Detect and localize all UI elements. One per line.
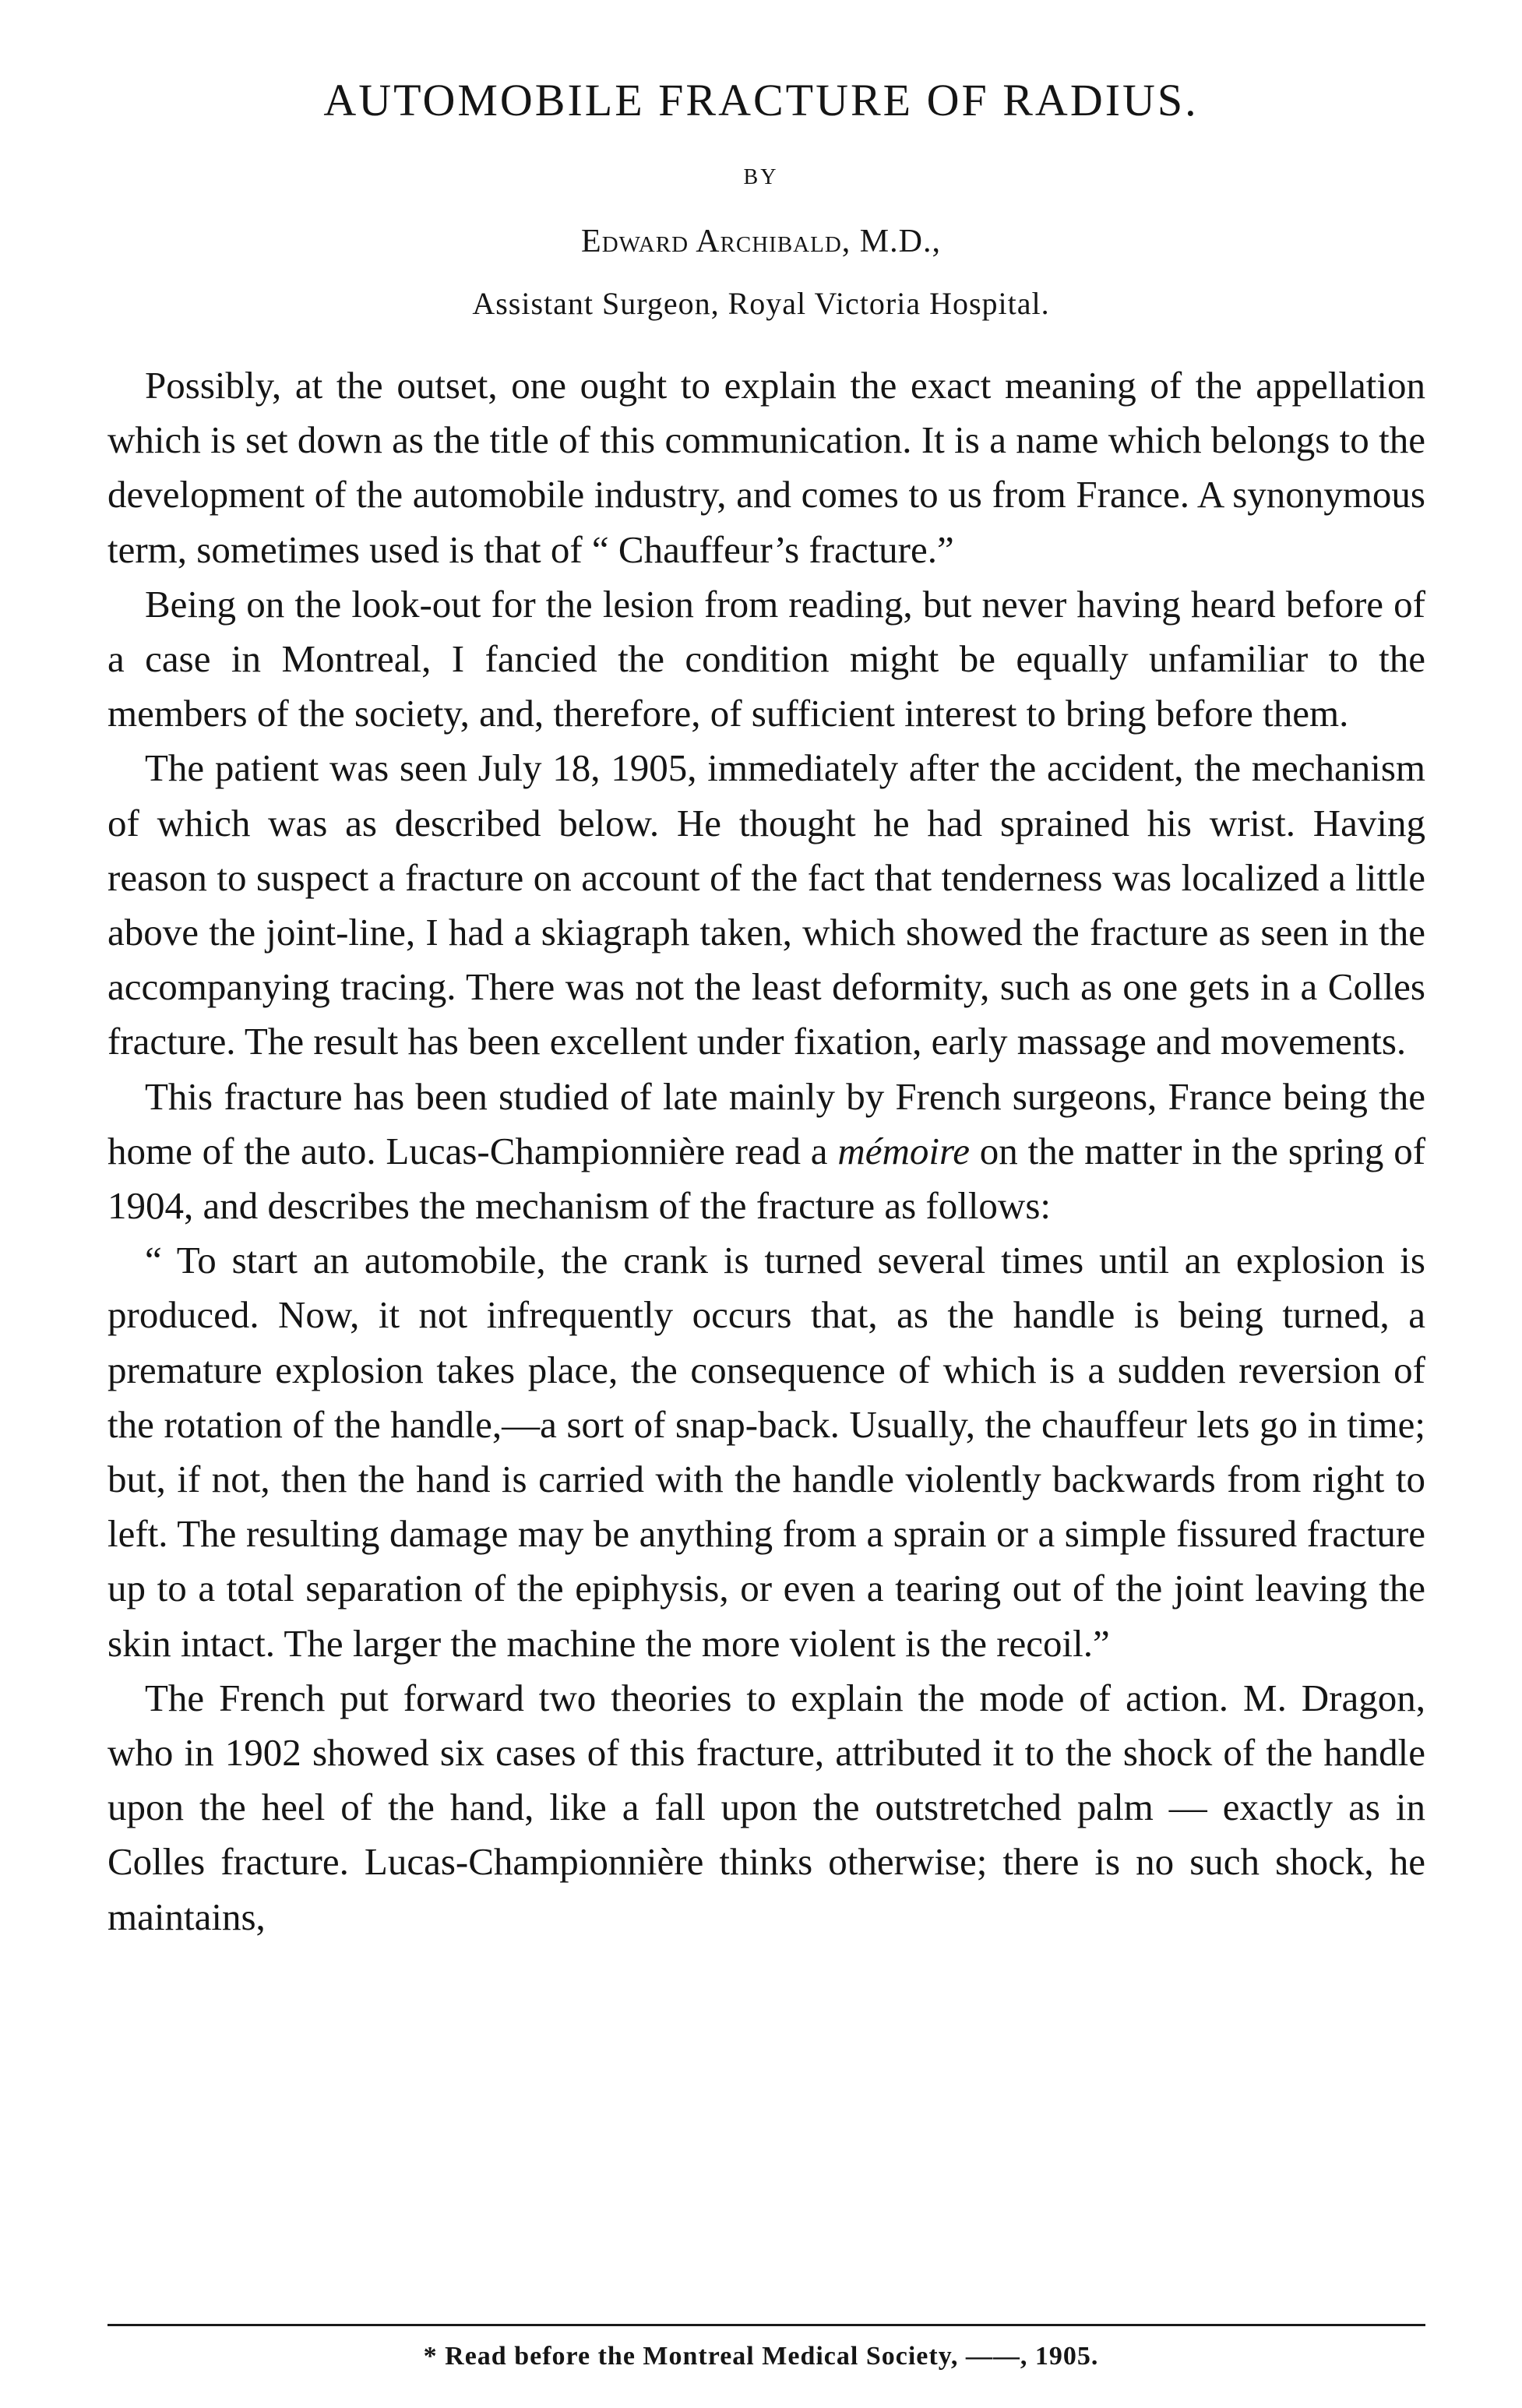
paragraph xyxy=(107,358,1425,577)
paragraph xyxy=(107,1070,1425,1234)
paragraph xyxy=(107,741,1425,1069)
paragraph-text: Being on the look-out for the lesion from reading, but never having heard before of a case in Montreal, I fancied the condition might be equally unfamiliar to the members of the society, and, therefore, of sufficient interest to bring before them. xyxy=(107,582,1425,735)
footnote: * Read before the Montreal Medical Society, ——, 1905. xyxy=(423,2342,1099,2371)
paragraph-italic: mémoire xyxy=(837,1129,970,1172)
author-name: Edward Archibald, M.D., xyxy=(581,224,941,259)
paragraph-text: The French put forward two theories to explain the mode of action. M. Dragon, who in 1902 showed six cases of this fracture, attributed it to the shock of the handle upon the heel of the hand, like a fall upon the outstretched palm — exactly as in Colles fracture. Lucas-Championnière thinks otherwise; there is no such shock, he maintains, xyxy=(107,1676,1425,1938)
author-affiliation: Assistant Surgeon, Royal Victoria Hospital. xyxy=(472,286,1050,321)
paragraph-text: “ To start an automobile, the crank is turned several times until an explosion is produced. Now, it not infrequently occurs that, as the handle is being turned, a premature explosion takes place, the consequence of which is a sudden reversion of the rotation of the handle,—a sort of snap-back. Usually, the chauffeur lets go in time; but, if not, then the hand is carried with the handle violently backwards from right to left. The resulting damage may be anything from a sprain or a simple fissured fracture up to a total separation of the epiphysis, or even a tearing out of the joint leaving the skin intact. The larger the machine the more violent is the recoil.” xyxy=(107,1239,1425,1665)
byline-by: BY xyxy=(743,165,779,189)
paragraph xyxy=(107,577,1425,742)
paragraph-text: on the matter in the spring of 1904, and describes the mechanism of the fracture as follows: xyxy=(107,1129,1426,1228)
footnote-divider xyxy=(107,2324,1425,2326)
paragraph xyxy=(107,1233,1425,1671)
article-body xyxy=(107,358,1425,1944)
paragraph-text: Possibly, at the outset, one ought to explain the exact meaning of the appellation which is set down as the title of this communication. It is a name which belongs to the development of the automobile industry, and comes to us from France. A synonymous term, sometimes used is that of “ Chauffeur’s fracture.” xyxy=(107,364,1425,571)
paragraph xyxy=(107,1671,1425,1944)
paragraph-text: The patient was seen July 18, 1905, immediately after the accident, the mechanism of which was as described below. He thought he had sprained his wrist. Having reason to suspect a fracture on account of the fact that tenderness was localized a little above the joint-line, I had a skiagraph taken, which showed the fracture as seen in the accompanying tracing. There was not the least deformity, such as one gets in a Colles fracture. The result has been excellent under fixation, early massage and movements. xyxy=(107,746,1425,1063)
article-title: AUTOMOBILE FRACTURE OF RADIUS. xyxy=(323,75,1199,125)
paragraph-text: This fracture has been studied of late mainly by French surgeons, France being the home of the auto. Lucas-Championnière read a xyxy=(107,1074,1425,1172)
